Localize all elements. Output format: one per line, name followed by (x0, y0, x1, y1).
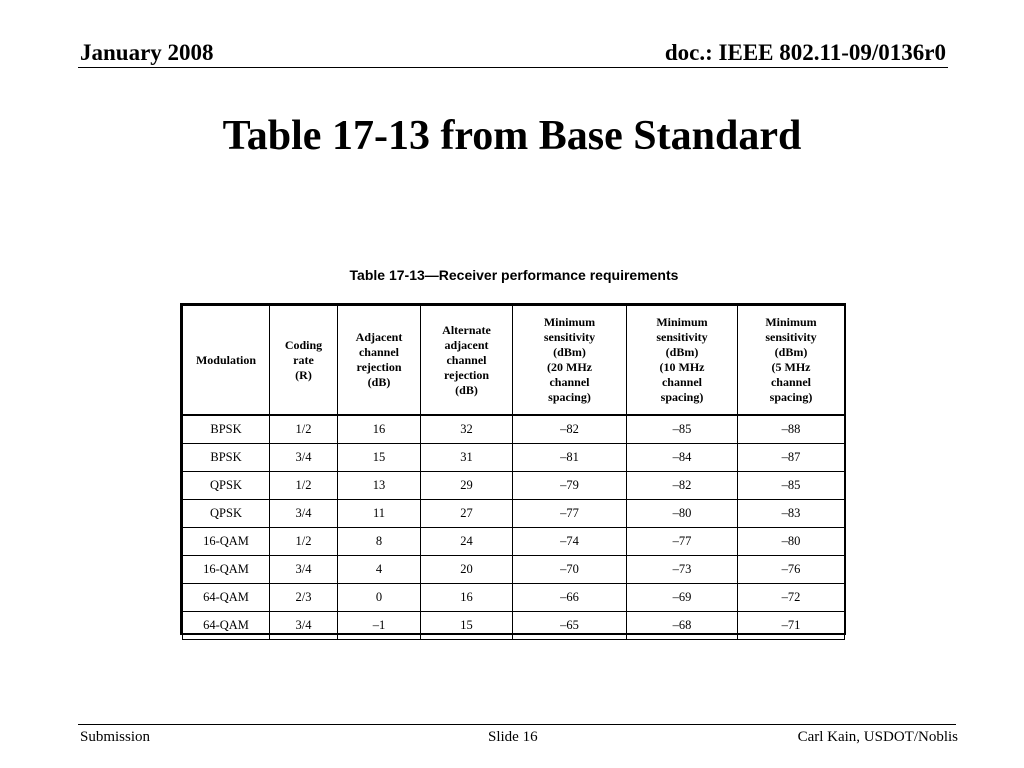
table-cell: 3/4 (270, 556, 338, 584)
column-header-line: sensitivity (656, 330, 708, 344)
column-header (270, 306, 338, 416)
column-header-line: Minimum (765, 315, 817, 329)
column-header-line: (dB) (455, 382, 478, 397)
column-header-line: channel (446, 352, 487, 367)
column-header-line: (5 MHz (771, 360, 811, 374)
table-cell: 8 (338, 528, 421, 556)
table-cell: 2/3 (270, 584, 338, 612)
column-header-line: Modulation (195, 352, 256, 367)
table-row (183, 500, 845, 528)
table-row (183, 612, 845, 640)
column-header-line: (dBm) (665, 345, 699, 359)
table-row (183, 415, 845, 444)
column-header-line: Minimum (543, 315, 596, 329)
table-cell: –1 (338, 612, 421, 640)
table-row (183, 528, 845, 556)
table-cell: 29 (421, 472, 513, 500)
column-header-line: spacing) (660, 390, 704, 404)
column-header-line: rejection (443, 367, 490, 382)
column-header (627, 306, 738, 416)
footer-submission: Submission (80, 729, 151, 745)
table-cell: –74 (513, 528, 627, 556)
table-cell: 64-QAM (183, 612, 270, 640)
table-cell: –80 (627, 500, 738, 528)
table-cell: 3/4 (270, 444, 338, 472)
column-header-line: spacing) (548, 390, 591, 404)
slide-title: Table 17-13 from Base Standard (222, 113, 802, 159)
table-body (183, 415, 845, 640)
column-header-line: Minimum (656, 315, 708, 329)
column-header-line: channel (770, 375, 811, 389)
column-header-line: sensitivity (543, 330, 596, 344)
footer-divider (78, 724, 956, 725)
table-cell: –73 (627, 556, 738, 584)
column-header (513, 306, 627, 416)
receiver-performance-table (182, 305, 845, 640)
table-cell: BPSK (183, 415, 270, 444)
table-cell: QPSK (183, 500, 270, 528)
table-cell: 16 (421, 584, 513, 612)
table-cell: –69 (627, 584, 738, 612)
column-header-line: rate (293, 352, 314, 367)
table-cell: 13 (338, 472, 421, 500)
table-cell: –66 (513, 584, 627, 612)
table-cell: –76 (738, 556, 845, 584)
table-header-row (183, 306, 845, 416)
table-cell: –71 (738, 612, 845, 640)
column-header-line: (R) (295, 367, 312, 382)
table-cell: 0 (338, 584, 421, 612)
column-header-line: adjacent (444, 337, 489, 352)
column-header-line: sensitivity (765, 330, 817, 344)
table-cell: –85 (738, 472, 845, 500)
column-header-line: (dBm) (774, 345, 808, 359)
table-cell: 20 (421, 556, 513, 584)
table-cell: 15 (338, 444, 421, 472)
column-header-line: (10 MHz (659, 360, 705, 374)
table-cell: 3/4 (270, 500, 338, 528)
column-header-line: rejection (356, 360, 402, 374)
table-row (183, 556, 845, 584)
table-cell: 32 (421, 415, 513, 444)
table-row (183, 584, 845, 612)
table-cell: –77 (513, 500, 627, 528)
column-header-line: Adjacent (355, 330, 403, 344)
column-header-line: channel (358, 345, 399, 359)
table-cell: –82 (627, 472, 738, 500)
table-cell: –79 (513, 472, 627, 500)
table-cell: 4 (338, 556, 421, 584)
table-cell: –70 (513, 556, 627, 584)
table-cell: –87 (738, 444, 845, 472)
table-cell: 11 (338, 500, 421, 528)
table-cell: 27 (421, 500, 513, 528)
table-cell: 1/2 (270, 415, 338, 444)
column-header-line: (dB) (367, 375, 391, 389)
table-cell: 24 (421, 528, 513, 556)
column-header (421, 306, 513, 416)
table-row (183, 444, 845, 472)
table-cell: –72 (738, 584, 845, 612)
header-divider (78, 67, 948, 68)
table-cell: –81 (513, 444, 627, 472)
table-cell: 3/4 (270, 612, 338, 640)
column-header (338, 306, 421, 416)
table-cell: –83 (738, 500, 845, 528)
table-cell: 64-QAM (183, 584, 270, 612)
table-frame (180, 303, 846, 635)
table-row (183, 472, 845, 500)
table-cell: 16-QAM (183, 556, 270, 584)
table-cell: –68 (627, 612, 738, 640)
column-header-line: spacing) (769, 390, 813, 404)
table-cell: 16-QAM (183, 528, 270, 556)
column-header (183, 306, 270, 416)
table-cell: 1/2 (270, 472, 338, 500)
table-caption: Table 17-13—Receiver performance requirements (349, 267, 679, 283)
table-cell: 31 (421, 444, 513, 472)
table-cell: BPSK (183, 444, 270, 472)
table-cell: 1/2 (270, 528, 338, 556)
table-cell: –80 (738, 528, 845, 556)
column-header-line: Coding (284, 337, 323, 352)
column-header-line: channel (549, 375, 590, 389)
table-cell: 15 (421, 612, 513, 640)
table-cell: –85 (627, 415, 738, 444)
table-cell: QPSK (183, 472, 270, 500)
table-cell: –88 (738, 415, 845, 444)
column-header-line: Alternate (442, 322, 491, 337)
header-date: January 2008 (80, 40, 214, 65)
table-cell: –82 (513, 415, 627, 444)
footer-slide-number: Slide 16 (488, 729, 538, 745)
footer-author: Carl Kain, USDOT/Noblis (797, 729, 958, 745)
header-doc-id: doc.: IEEE 802.11-09/0136r0 (664, 40, 946, 65)
table-cell: –84 (627, 444, 738, 472)
column-header (738, 306, 845, 416)
table-cell: 16 (338, 415, 421, 444)
column-header-line: (20 MHz (547, 360, 592, 374)
table-cell: –65 (513, 612, 627, 640)
table-cell: –77 (627, 528, 738, 556)
column-header-line: (dBm) (553, 345, 586, 359)
column-header-line: channel (661, 375, 702, 389)
